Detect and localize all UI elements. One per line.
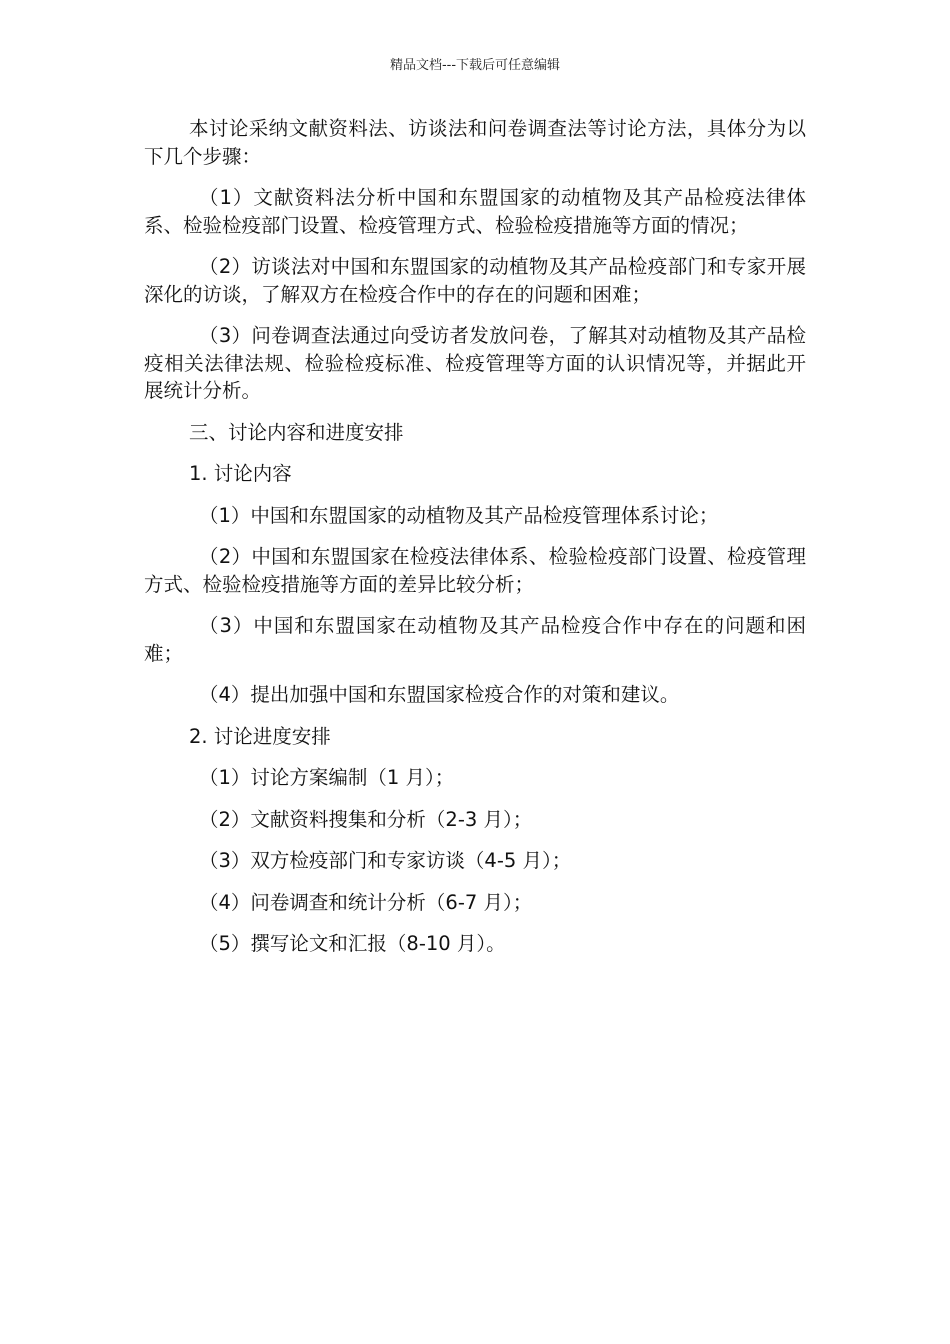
- subheading-schedule: 2. 讨论进度安排: [189, 724, 331, 748]
- content-item-4: （4）提出加强中国和东盟国家检疫合作的对策和建议。: [199, 683, 680, 706]
- content-item-2: （2）中国和东盟国家在检疫法律体系、检验检疫部门设置、检疫管理方式、检验检疫措施等方面的差异比较分析；: [144, 545, 806, 596]
- subheading-content: 1. 讨论内容: [189, 462, 292, 485]
- content-item-3: （3）中国和东盟国家在动植物及其产品检疫合作中存在的问题和困难；: [144, 614, 806, 665]
- schedule-item-2: （2）文献资料搜集和分析（2-3 月）；: [199, 807, 533, 831]
- paragraph-methods-intro: 本讨论采纳文献资料法、访谈法和问卷调查法等讨论方法，具体分为以下几个步骤：: [144, 117, 806, 168]
- content-item-1: （1）中国和东盟国家的动植物及其产品检疫管理体系讨论；: [199, 503, 719, 527]
- paragraph-step-2: （2）访谈法对中国和东盟国家的动植物及其产品检疫部门和专家开展深化的访谈，了解双方在检疫合作中的存在的问题和困难；: [144, 255, 806, 306]
- page-header: 精品文档---下载后可任意编辑: [389, 58, 561, 73]
- section-heading-3: 三、讨论内容和进度安排: [189, 420, 404, 444]
- paragraph-step-1: （1）文献资料法分析中国和东盟国家的动植物及其产品检疫法律体系、检验检疫部门设置、检疫管理方式、检验检疫措施等方面的情况；: [144, 186, 806, 237]
- paragraph-step-3: （3）问卷调查法通过向受访者发放问卷，了解其对动植物及其产品检疫相关法律法规、检验检疫标准、检疫管理等方面的认识情况等，并据此开展统计分析。: [144, 324, 806, 402]
- schedule-item-3: （3）双方检疫部门和专家访谈（4-5 月）；: [199, 849, 572, 872]
- schedule-item-5: （5）撰写论文和汇报（8-10 月）。: [199, 932, 506, 955]
- schedule-item-4: （4）问卷调查和统计分析（6-7 月）；: [199, 890, 533, 914]
- document-body: [144, 115, 806, 972]
- schedule-item-1: （1）讨论方案编制（1 月）；: [199, 766, 455, 789]
